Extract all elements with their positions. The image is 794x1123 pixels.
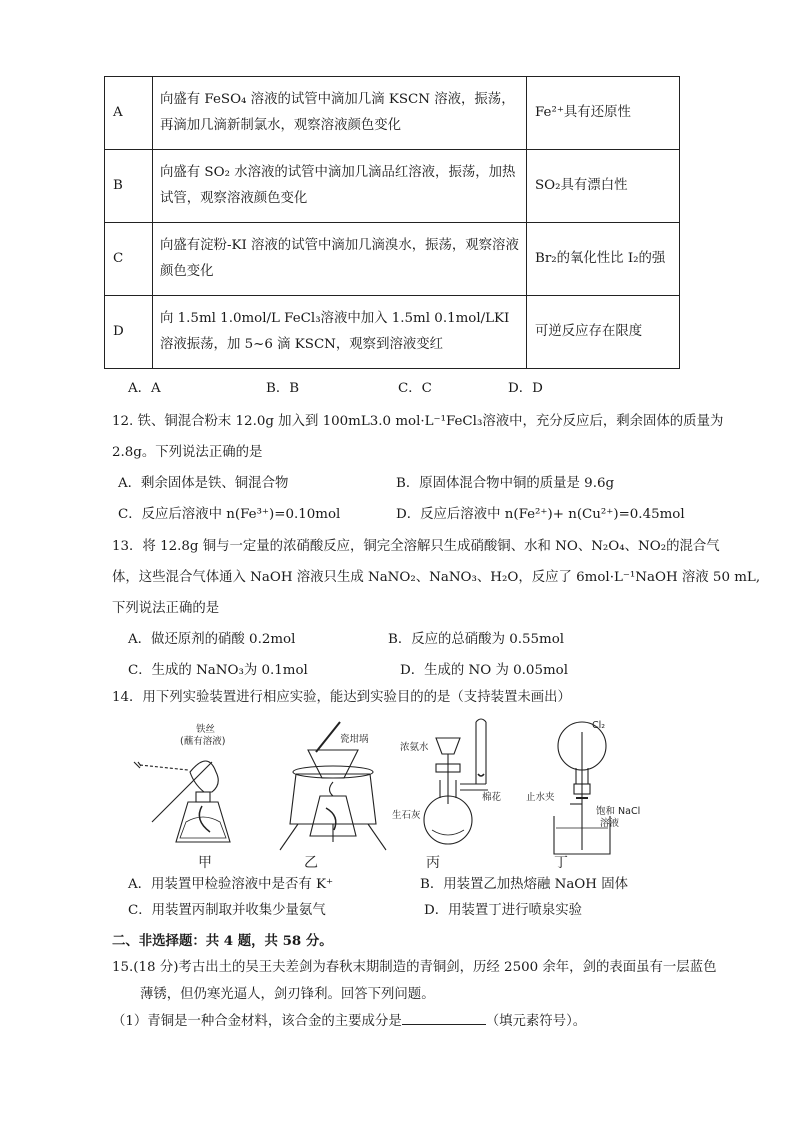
caption-jia: 甲 <box>198 855 212 871</box>
ding-label-clamp: 止水夹 <box>526 792 555 803</box>
ding-label-nacl: 饱和 NaCl <box>596 806 641 817</box>
row-operation: 向盛有 SO₂ 水溶液的试管中滴加几滴品红溶液，振荡，加热试管，观察溶液颜色变化 <box>153 150 527 223</box>
row-label: B <box>105 150 153 223</box>
q15-stem-line2: 薄锈，但仍寒光逼人，剑刃锋利。回答下列问题。 <box>140 987 435 1002</box>
row-conclusion: SO₂具有漂白性 <box>527 150 680 223</box>
table-row <box>105 77 680 150</box>
q13-stem-line1: 13．将 12.8g 铜与一定量的浓硝酸反应，铜完全溶解只生成硝酸铜、水和 NO、N₂O₄、NO₂的混合气 <box>112 539 720 554</box>
answer-blank[interactable] <box>402 1012 486 1025</box>
section-heading: 二、非选择题：共 4 题，共 58 分。 <box>112 933 333 949</box>
q13-option-b: B．反应的总硝酸为 0.55mol <box>388 632 565 647</box>
q14-option-c: C．用装置丙制取并收集少量氨气 <box>128 903 326 918</box>
bing-label-lime: 生石灰 <box>392 810 421 821</box>
q11-option-d: D．D <box>508 381 543 396</box>
q14-option-a: A．用装置甲检验溶液中是否有 K⁺ <box>128 877 334 892</box>
q13-option-a: A．做还原剂的硝酸 0.2mol <box>128 632 296 647</box>
q15-sub1 <box>112 1010 586 1029</box>
bing-label-ammonia: 浓氨水 <box>400 742 429 753</box>
q13-option-c: C．生成的 NaNO₃为 0.1mol <box>128 663 308 678</box>
table-row <box>105 296 680 369</box>
row-label: C <box>105 223 153 296</box>
caption-ding: 丁 <box>554 855 568 871</box>
apparatus-figure <box>130 712 670 872</box>
row-operation: 向盛有淀粉-KI 溶液的试管中滴加几滴溴水，振荡，观察溶液颜色变化 <box>153 223 527 296</box>
row-conclusion: Br₂的氧化性比 I₂的强 <box>527 223 680 296</box>
q12-stem-line1: 12. 铁、铜混合粉末 12.0g 加入到 100mL3.0 mol·L⁻¹FeCl₃溶液中，充分反应后，剩余固体的质量为 <box>112 414 724 429</box>
q12-stem-line2: 2.8g。下列说法正确的是 <box>112 445 263 460</box>
experiment-table <box>104 76 680 369</box>
q14-option-d: D．用装置丁进行喷泉实验 <box>424 903 583 918</box>
q15-sub1-prefix: （1）青铜是一种合金材料，该合金的主要成分是 <box>112 1014 402 1029</box>
bing-label-cotton: 棉花 <box>482 792 502 803</box>
yi-label-crucible: 瓷坩埚 <box>340 734 369 745</box>
q12-option-b: B．原固体混合物中铜的质量是 9.6g <box>396 476 615 491</box>
q15-sub1-suffix: （填元素符号）。 <box>485 1014 587 1029</box>
caption-yi: 乙 <box>304 855 318 871</box>
q13-option-d: D．生成的 NO 为 0.05mol <box>400 663 569 678</box>
q12-option-a: A．剩余固体是铁、铜混合物 <box>118 476 289 491</box>
q14-option-b: B．用装置乙加热熔融 NaOH 固体 <box>420 877 629 892</box>
q11-option-a: A．A <box>128 381 161 396</box>
row-label: A <box>105 77 153 150</box>
row-operation: 向 1.5ml 1.0mol/L FeCl₃溶液中加入 1.5ml 0.1mol/LKI 溶液振荡，加 5~6 滴 KSCN，观察到溶液变红 <box>153 296 527 369</box>
jia-label-wire: 铁丝 <box>196 724 216 735</box>
q12-option-d: D．反应后溶液中 n(Fe²⁺)+ n(Cu²⁺)=0.45mol <box>396 507 685 522</box>
ding-label-solution: 溶液 <box>600 818 620 829</box>
table-row <box>105 223 680 296</box>
table-row <box>105 150 680 223</box>
caption-bing: 丙 <box>426 855 440 871</box>
jia-label-solution: (蘸有溶液) <box>180 736 226 747</box>
ding-label-cl2: Cl₂ <box>592 720 606 731</box>
q13-stem-line2: 体，这些混合气体通入 NaOH 溶液只生成 NaNO₂、NaNO₃、H₂O，反应了 6mol·L⁻¹NaOH 溶液 50 mL, <box>112 570 761 585</box>
q11-option-c: C．C <box>398 381 432 396</box>
q11-option-b: B．B <box>266 381 300 396</box>
row-label: D <box>105 296 153 369</box>
q14-stem: 14．用下列实验装置进行相应实验，能达到实验目的的是（支持装置未画出） <box>112 690 571 705</box>
q13-stem-line3: 下列说法正确的是 <box>112 601 220 616</box>
q15-stem-line1: 15.(18 分)考古出土的吴王夫差剑为春秋末期制造的青铜剑，历经 2500 余年，剑的表面虽有一层蓝色 <box>112 960 717 975</box>
row-conclusion: 可逆反应存在限度 <box>527 296 680 369</box>
row-conclusion: Fe²⁺具有还原性 <box>527 77 680 150</box>
row-operation: 向盛有 FeSO₄ 溶液的试管中滴加几滴 KSCN 溶液，振荡，再滴加几滴新制氯水，观察溶液颜色变化 <box>153 77 527 150</box>
q12-option-c: C．反应后溶液中 n(Fe³⁺)=0.10mol <box>118 507 341 522</box>
